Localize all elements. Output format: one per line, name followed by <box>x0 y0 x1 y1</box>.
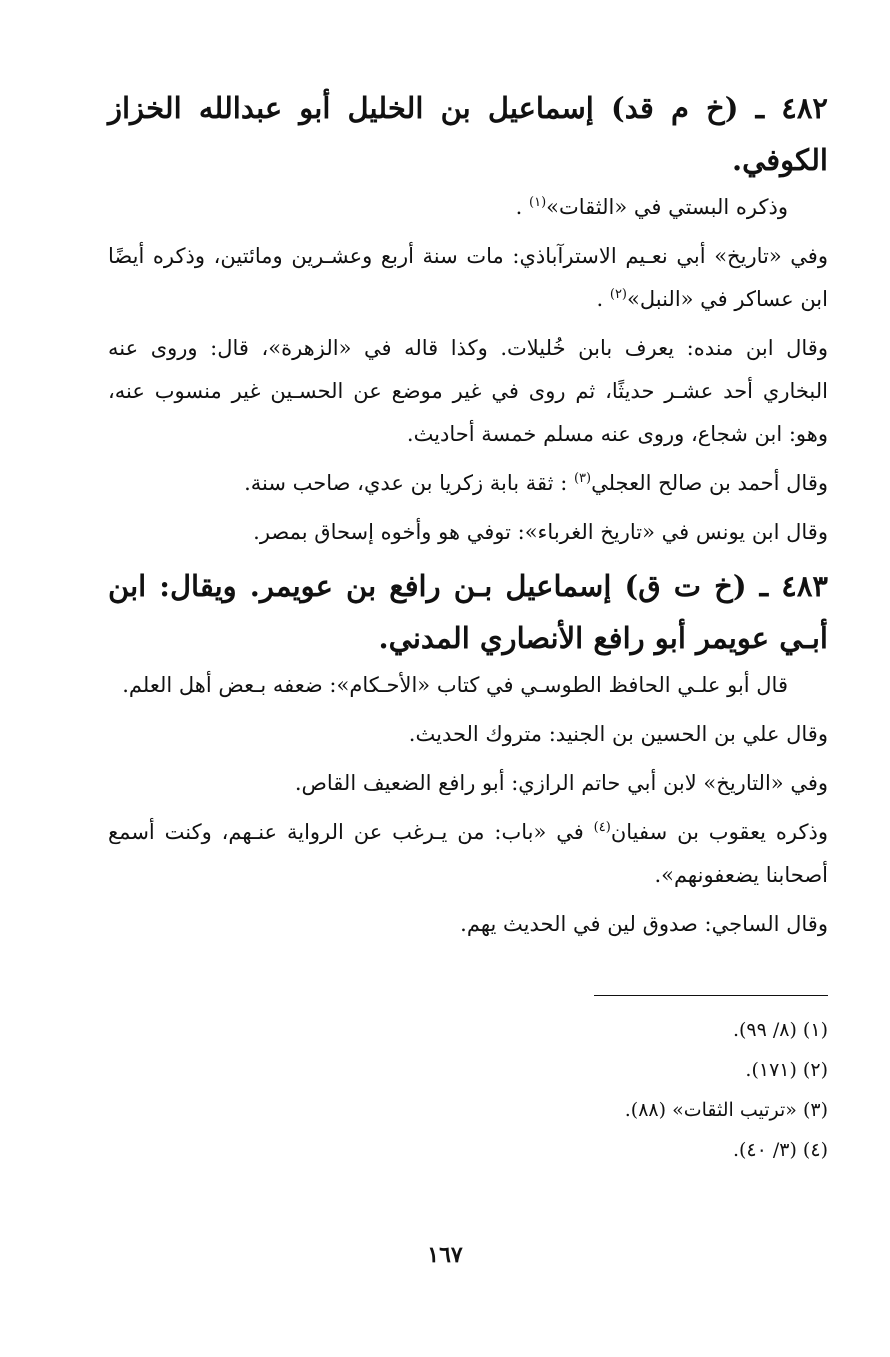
paragraph-tail: . <box>515 195 529 219</box>
paragraph-text: وقال الساجي: صدوق لين في الحديث يهم. <box>460 912 828 936</box>
footnote-separator <box>594 995 828 996</box>
footnote-marker[interactable]: (٣) <box>573 471 592 486</box>
footnote-item: (٤) (٣/ ٤٠). <box>732 1139 828 1161</box>
entry-paragraph <box>108 903 828 946</box>
paragraph-text: وقال ابن يونس في «تاريخ الغرباء»: توفي هو وأخوه إسحاق بمصر. <box>253 520 828 544</box>
paragraph-tail: في «باب: من يـرغب عن الرواية عنـهم، وكنت أسمع أصحابنا يضعفونهم». <box>108 820 828 887</box>
footnote-item: (٣) «ترتيب الثقات» (٨٨). <box>624 1099 828 1121</box>
page-number: ١٦٧ <box>427 1242 463 1268</box>
paragraph-tail: . <box>596 287 610 311</box>
footnotes-list <box>108 1010 828 1170</box>
paragraph-text: قال أبو علـي الحافظ الطوسـي في كتاب «الأحـكام»: ضعفه بـعض أهل العلم. <box>122 673 788 697</box>
entry-heading: ٤٨٣ ـ (خ ت ق) إسماعيل بـن رافع بن عويمر. ويقال: ابن أبـي عويمر أبو رافع الأنصاري المدني. <box>108 569 828 655</box>
paragraph-text: وفي «تاريخ» أبي نعـيم الاسترآباذي: مات سنة أربع وعشـرين ومائتين، وذكره أيضًا ابن عساكر في «النبل» <box>108 244 828 311</box>
entry-paragraph <box>108 811 828 897</box>
entry-paragraph <box>108 511 828 554</box>
paragraph-text: وذكره يعقوب بن سفيان <box>610 820 828 844</box>
paragraph-text: وقال ابن منده: يعرف بابن خُليلات. وكذا قاله في «الزهرة»، قال: وروى عنه البخاري أحد عشـر حديثًا، ثم روى في غير موضع عن الحسـين غير منسوب عنه، وهو: ابن شجاع، وروى عنه مسلم خمسة أحاديث. <box>108 336 828 446</box>
entry-paragraph <box>108 762 828 805</box>
entry-paragraph <box>108 235 828 321</box>
entry-paragraph <box>108 713 828 756</box>
paragraph-text: وفي «التاريخ» لابن أبي حاتم الرازي: أبو رافع الضعيف القاص. <box>294 771 828 795</box>
footnote-marker[interactable]: (٢) <box>609 287 627 302</box>
footnote-item: (١) (٨/ ٩٩). <box>732 1019 828 1041</box>
entry-paragraph <box>108 664 828 707</box>
page-body <box>108 82 828 952</box>
paragraph-text: وقال علي بن الحسين بن الجنيد: متروك الحديث. <box>408 722 828 746</box>
footnote-marker[interactable]: (٤) <box>593 820 611 835</box>
entry-paragraph <box>108 327 828 456</box>
entry-paragraph <box>108 186 828 229</box>
entry-paragraph <box>108 462 828 505</box>
footnote-marker[interactable]: (١) <box>529 195 547 210</box>
paragraph-text: وذكره البستي في «الثقات» <box>546 195 788 219</box>
footnote-item: (٢) (١٧١). <box>745 1059 828 1081</box>
paragraph-text: وقال أحمد بن صالح العجلي <box>591 471 828 495</box>
entry-heading: ٤٨٢ ـ (خ م قد) إسماعيل بن الخليل أبو عبدالله الخزاز الكوفي. <box>108 91 828 177</box>
paragraph-tail: : ثقة بابة زكريا بن عدي، صاحب سنة. <box>244 471 574 495</box>
